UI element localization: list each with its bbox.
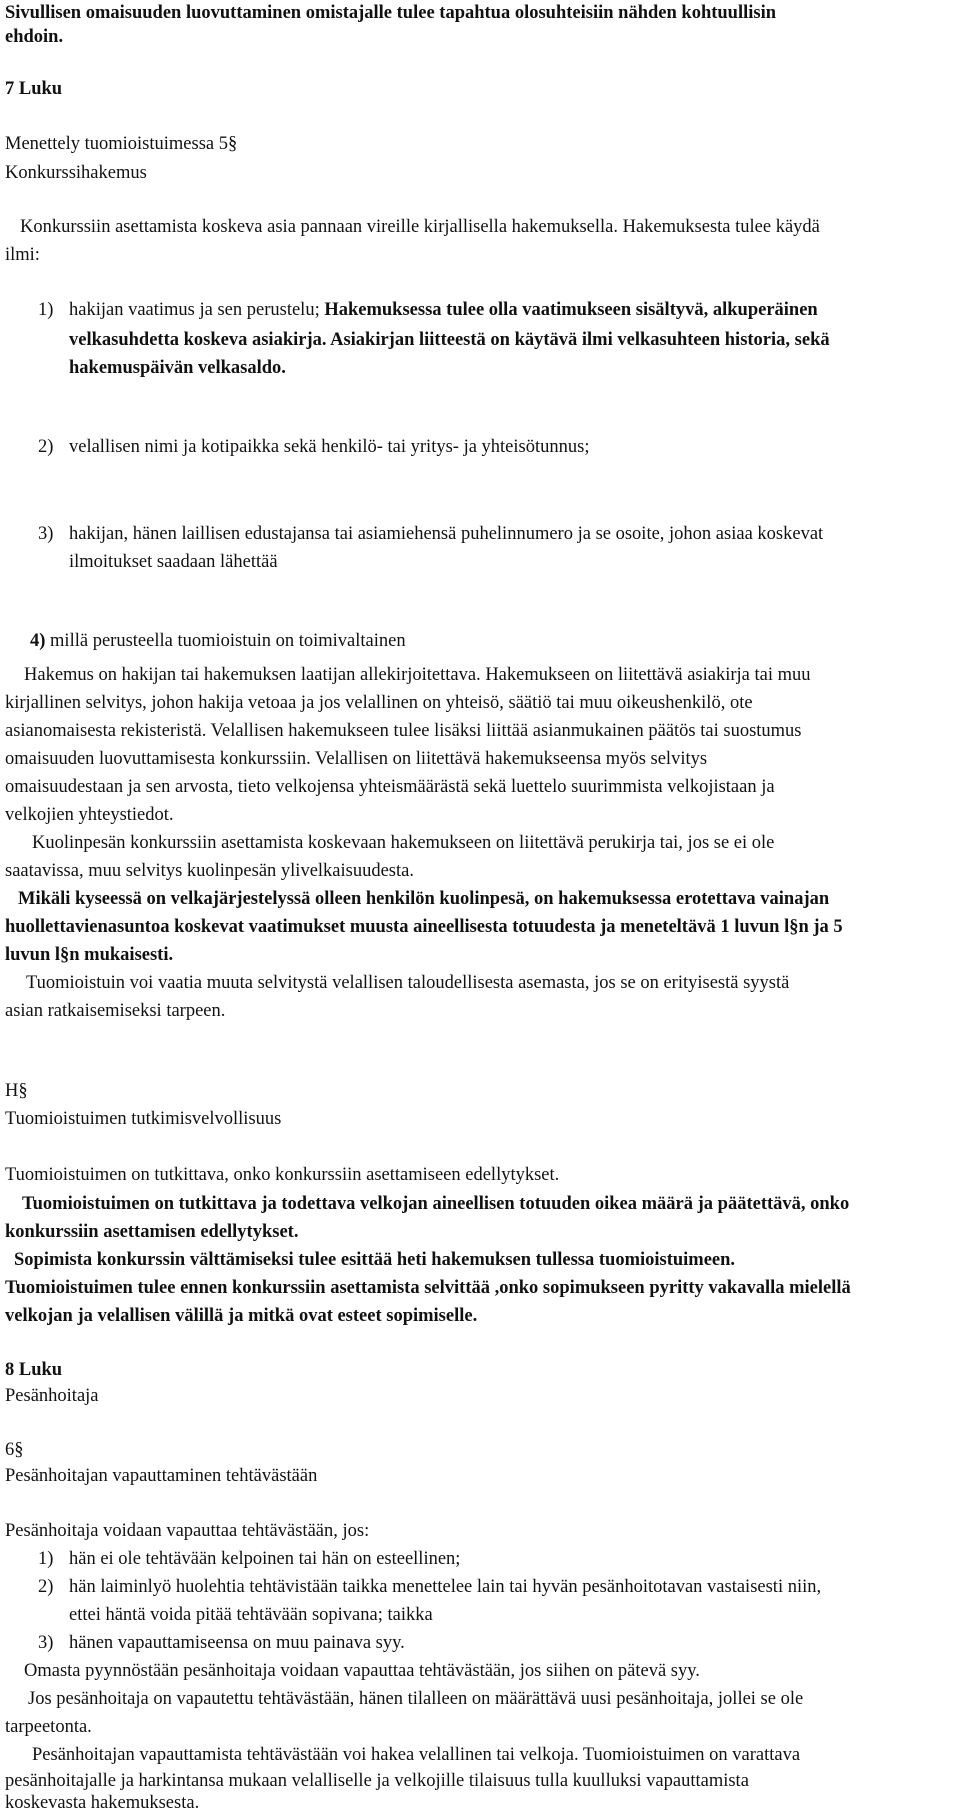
list-item-text: hakijan, hänen laillisen edustajansa tai asiamiehensä puhelinnumero ja se osoite, johon asiaa koskevat [69,524,824,544]
chapter-7-title: Menettely tuomioistuimessa 5§ [5,134,238,154]
section-h-paragraph-3: Sopimista konkurssin välttämiseksi tulee esittää heti hakemuksen tullessa tuomioistuimeen. [14,1250,736,1270]
list-item-number: 3) [38,1633,54,1653]
list-item-text: hakijan vaatimus ja sen perustelu; [69,300,325,320]
paragraph-3-line-2: saatavissa, muu selvitys kuolinpesän ylivelkaisuudesta. [5,861,414,881]
chapter-8-section-title: Pesänhoitajan vapauttaminen tehtävästään [5,1466,318,1486]
ch8-list-item-1 [38,1546,460,1573]
list-item-3-line-2: ilmoitukset saadaan lähettää [69,552,278,572]
chapter-7-heading: 7 Luku [5,79,63,99]
list-item-number: 4) [30,631,46,651]
chapter-8-section-number: 6§ [5,1440,24,1460]
section-h-paragraph-2-line-1: Tuomioistuimen on tutkittava ja todettava velkojan aineellisen totuuden oikea määrä ja päätettävä, onko [22,1194,850,1214]
chapter-8-paragraph-2-line-1: Jos pesänhoitaja on vapautettu tehtävästään, hänen tilalleen on määrättävä uusi pesänhoitaja, jollei se ole [28,1689,804,1709]
paragraph-4-line-1: Mikäli kyseessä on velkajärjestelyssä olleen henkilön kuolinpesä, on hakemuksessa erotettava vainajan [18,889,830,909]
chapter-8-heading: 8 Luku [5,1360,63,1380]
list-item-text: hän laiminlyö huolehtia tehtävistään taikka menettelee lain tai hyvän pesänhoitotavan vastaisesti niin, [69,1577,822,1597]
chapter-8-paragraph-1: Omasta pyynnöstään pesänhoitaja voidaan vapauttaa tehtävästään, jos siihen on pätevä syy. [24,1661,700,1681]
paragraph-4-line-3: luvun l§n mukaisesti. [5,945,174,965]
section-h-paragraph-2-line-2: konkurssiin asettamisen edellytykset. [5,1222,299,1242]
chapter-8-title: Pesänhoitaja [5,1386,99,1406]
list-item-1-line-3: hakemuspäivän velkasaldo. [69,358,286,378]
paragraph-3-line-1: Kuolinpesän konkurssiin asettamista koskevaan hakemukseen on liitettävä perukirja tai, jos se ei ole [32,833,775,853]
chapter-7-subtitle: Konkurssihakemus [5,163,147,183]
section-h-title: Tuomioistuimen tutkimisvelvollisuus [5,1109,282,1129]
section-h-paragraph-4-line-2: velkojan ja velallisen välillä ja mitkä ovat esteet sopimiselle. [5,1306,478,1326]
list-item-text: hän ei ole tehtävään kelpoinen tai hän on esteellinen; [69,1549,461,1569]
paragraph-5-line-1: Tuomioistuin voi vaatia muuta selvitystä velallisen taloudellisesta asemasta, jos se on erityisestä syystä [26,973,790,993]
ch8-list-item-3 [38,1630,405,1657]
list-item-bold-text: Hakemuksessa tulee olla vaatimukseen sisältyvä, alkuperäinen [324,300,818,320]
paragraph-2-line-1: Hakemus on hakijan tai hakemuksen laatijan allekirjoitettava. Hakemukseen on liitettävä asiakirja tai muu [24,665,811,685]
paragraph-1-line-2: ilmi: [5,245,40,265]
list-item-number: 1) [38,1549,54,1569]
paragraph-2-line-6: velkojien yhteystiedot. [5,805,174,825]
paragraph-2-line-5: omaisuudestaan ja sen arvosta, tieto velkojensa yhteismäärästä sekä luettelo suurimmista velkojistaan ja [5,777,775,797]
chapter-8-paragraph-2-line-2: tarpeetonta. [5,1717,92,1737]
paragraph-4-line-2: huollettavienasuntoa koskevat vaatimukset muusta aineellisesta totuudesta ja meneteltävä 1 luvun l§n ja 5 [5,917,843,937]
list-item-2 [38,434,589,461]
list-item-4 [30,628,406,655]
chapter-8-lead: Pesänhoitaja voidaan vapauttaa tehtävästään, jos: [5,1521,370,1541]
chapter-8-paragraph-3-line-1: Pesänhoitajan vapauttamista tehtävästään voi hakea velallinen tai velkoja. Tuomioistuimen on varattava [32,1745,801,1765]
list-item-number: 1) [38,300,54,320]
ch8-list-item-2-line-2: ettei häntä voida pitää tehtävään sopivana; taikka [69,1605,433,1625]
paragraph-2-line-3: asianomaisesta rekisteristä. Velallisen hakemukseen tulee lisäksi liittää asianmukainen päätös tai suostumus [5,721,802,741]
section-h-heading: H§ [5,1081,28,1101]
list-item-number: 2) [38,437,54,457]
list-item-text: hänen vapauttamiseensa on muu painava syy. [69,1633,405,1653]
ch8-list-item-2 [38,1574,821,1601]
list-item-number: 2) [38,1577,54,1597]
intro-line-2: ehdoin. [5,27,64,47]
list-item-3 [38,521,823,548]
list-item-1-line-2: velkasuhdetta koskeva asiakirja. Asiakirjan liitteestä on käytävä ilmi velkasuhteen historia, sekä [69,330,830,350]
section-h-paragraph-1: Tuomioistuimen on tutkittava, onko konkurssiin asettamiseen edellytykset. [5,1165,560,1185]
list-item-text: millä perusteella tuomioistuin on toimivaltainen [45,631,406,651]
paragraph-2-line-4: omaisuuden luovuttamisesta konkurssiin. Velallisen on liitettävä hakemukseensa myös selvitys [5,749,708,769]
list-item-number: 3) [38,524,54,544]
chapter-8-paragraph-3-line-2: pesänhoitajalle ja harkintansa mukaan velalliselle ja velkojille tilaisuus tulla kuulluksi vapauttamista [5,1771,749,1791]
paragraph-1-line-1: Konkurssiin asettamista koskeva asia pannaan vireille kirjallisella hakemuksella. Hakemuksesta tulee käydä [20,217,820,237]
list-item-text: velallisen nimi ja kotipaikka sekä henkilö- tai yritys- ja yhteisötunnus; [69,437,590,457]
chapter-8-paragraph-3-line-3: koskevasta hakemuksesta. [5,1793,200,1813]
list-item-1 [38,297,818,324]
paragraph-2-line-2: kirjallinen selvitys, johon hakija vetoaa ja jos velallinen on yhteisö, säätiö tai muu oikeushenkilö, ote [5,693,753,713]
section-h-paragraph-4-line-1: Tuomioistuimen tulee ennen konkurssiin asettamista selvittää ,onko sopimukseen pyritty vakavalla mielellä [5,1278,851,1298]
paragraph-5-line-2: asian ratkaisemiseksi tarpeen. [5,1001,226,1021]
intro-line-1: Sivullisen omaisuuden luovuttaminen omistajalle tulee tapahtua olosuhteisiin nähden kohtuullisin [5,3,777,23]
